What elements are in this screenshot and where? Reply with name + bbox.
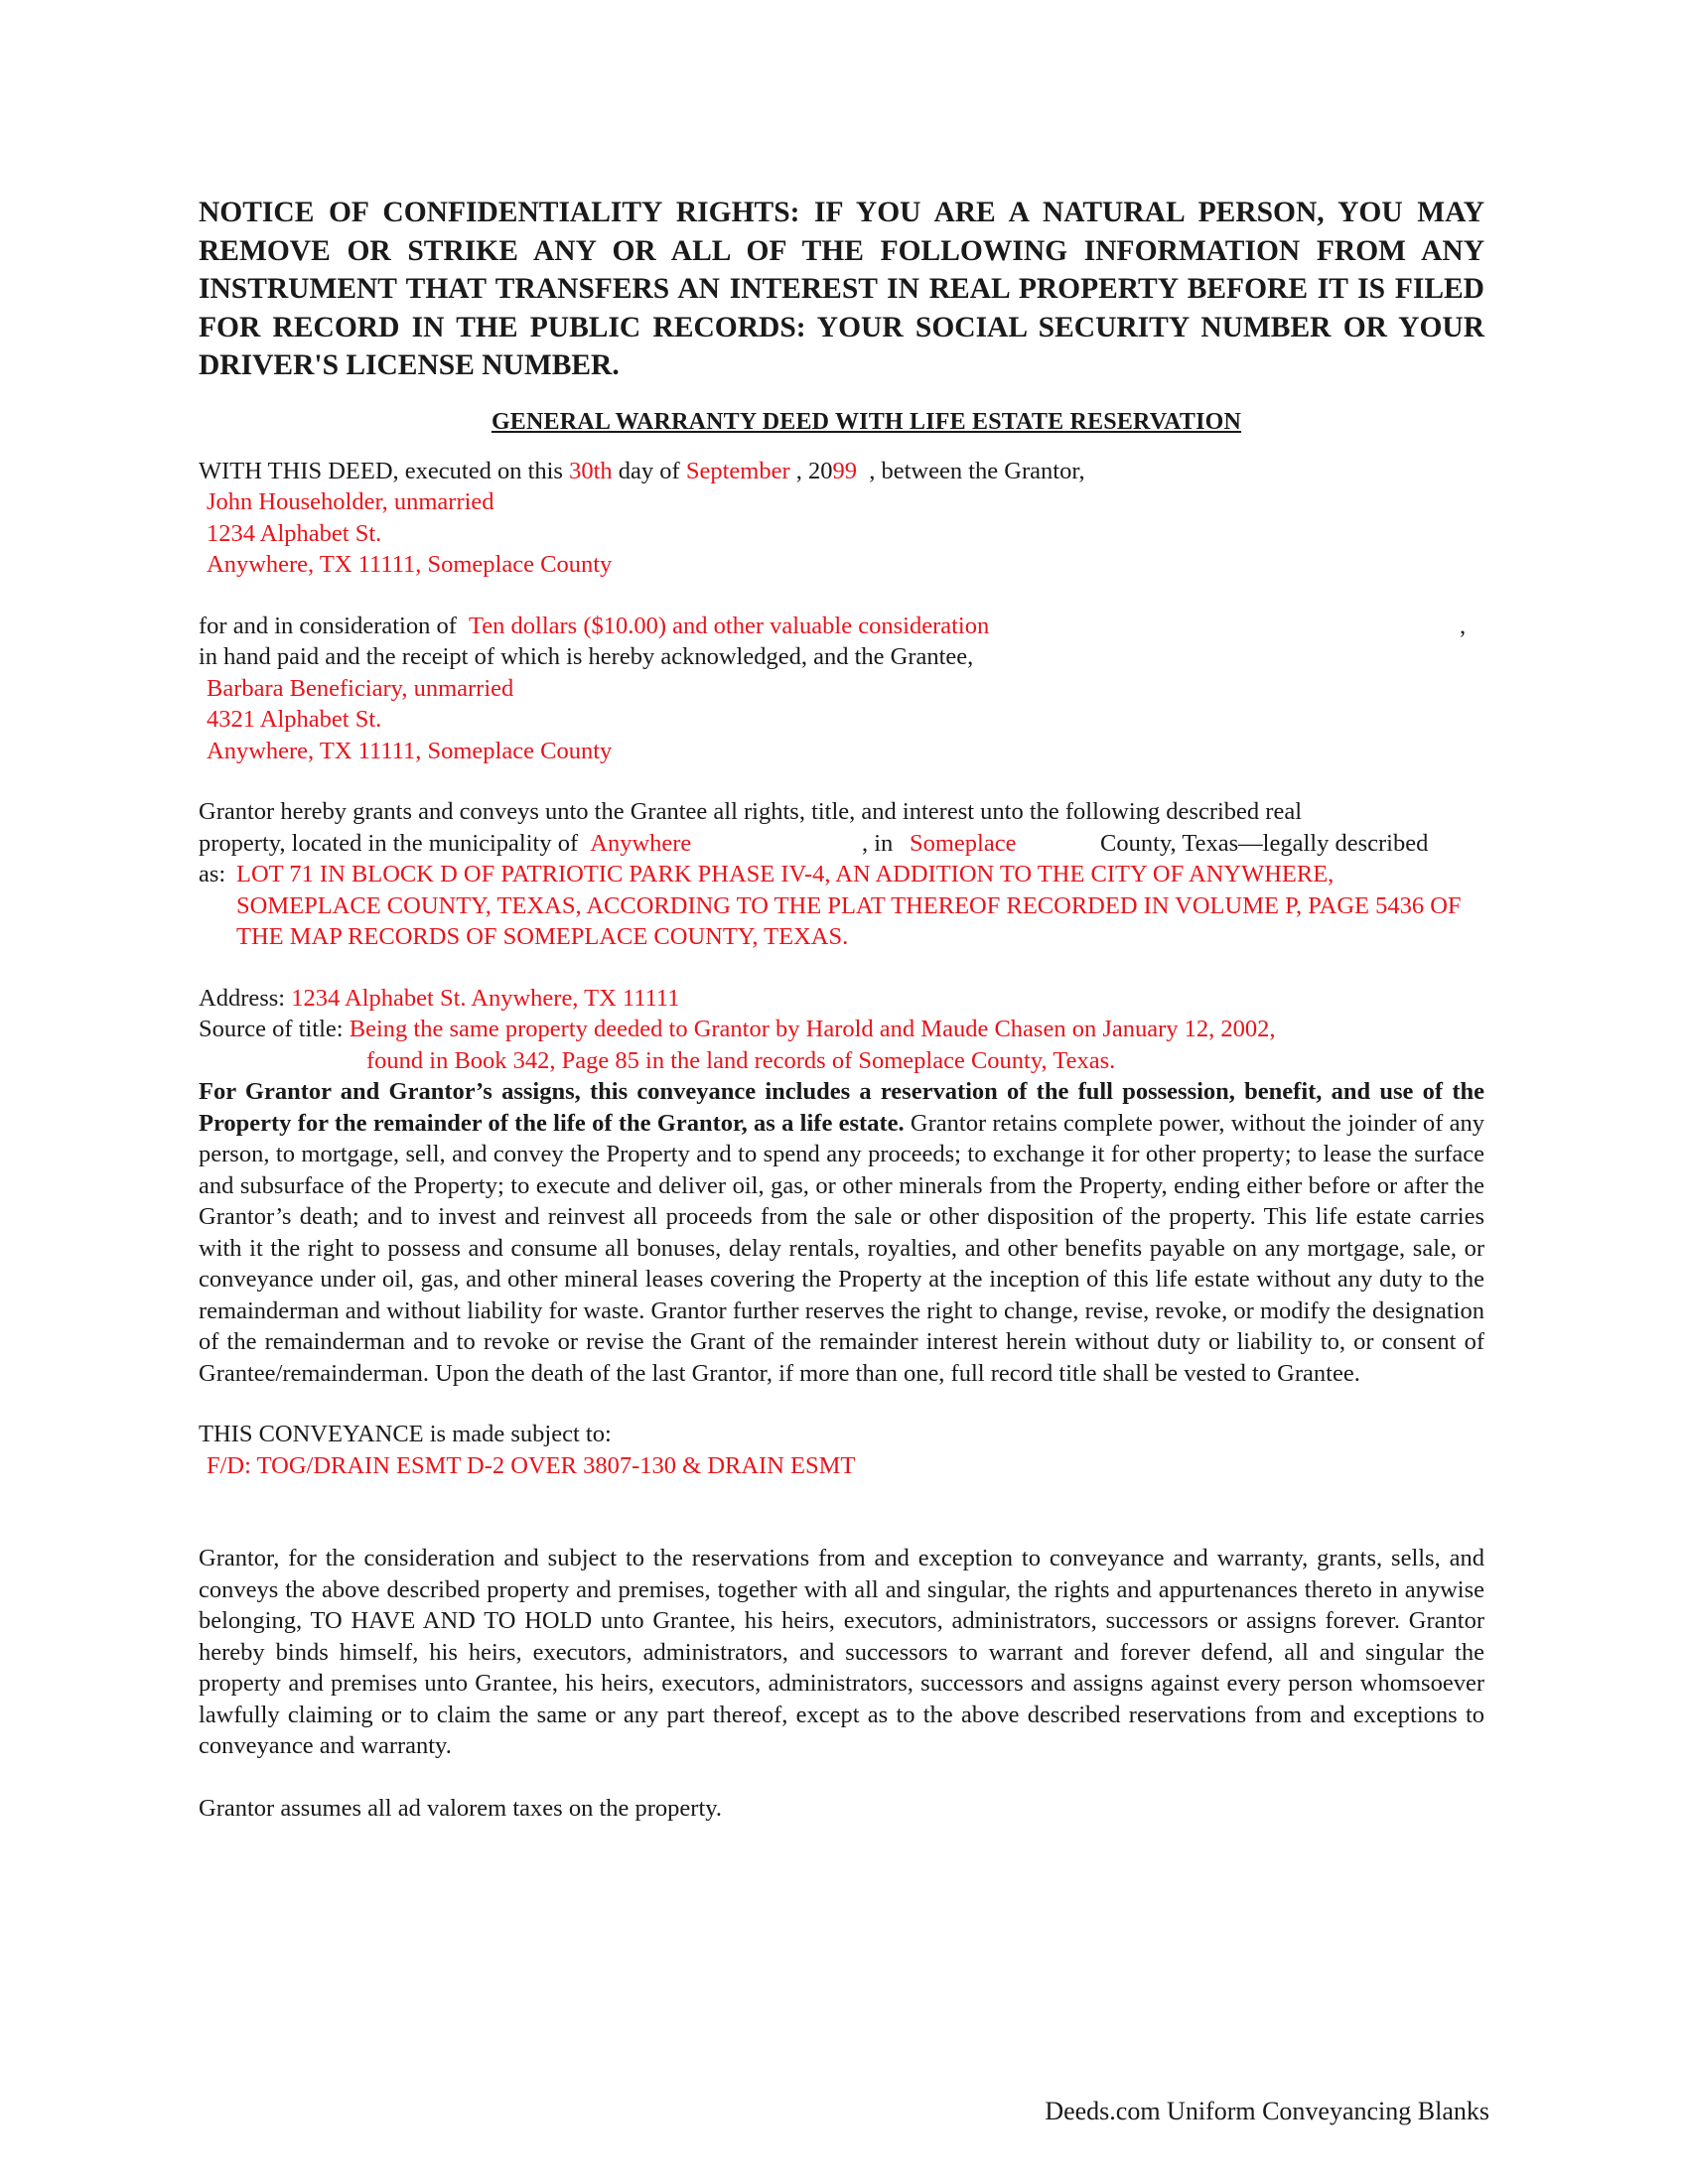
legal-as: as: bbox=[199, 861, 226, 887]
grantee-name: Barbara Beneficiary, unmarried bbox=[207, 674, 514, 702]
execution-day: 30th bbox=[569, 457, 613, 484]
execution-suffix: , between the Grantor, bbox=[869, 457, 1085, 484]
address-value: 1234 Alphabet St. Anywhere, TX 11111 bbox=[291, 984, 680, 1012]
grantor-street: 1234 Alphabet St. bbox=[207, 519, 382, 547]
execution-prefix: WITH THIS DEED, executed on this bbox=[199, 457, 563, 484]
grant-municipality-prefix: property, located in the municipality of bbox=[199, 829, 579, 857]
grant-municipality: Anywhere bbox=[590, 829, 692, 857]
grantor-name: John Householder, unmarried bbox=[207, 488, 494, 515]
consideration-value: Ten dollars ($10.00) and other valuable consideration bbox=[469, 612, 990, 639]
address-block bbox=[199, 983, 1484, 1077]
grant-county: Someplace bbox=[910, 829, 1017, 857]
subject-value: F/D: TOG/DRAIN ESMT D-2 OVER 3807-130 & DRAIN ESMT bbox=[207, 1451, 856, 1479]
footer-text: Deeds.com Uniform Conveyancing Blanks bbox=[1045, 2097, 1489, 2125]
warranty-paragraph: Grantor, for the consideration and subject to the reservations from and exception to conveyance and warranty, grants, sells, and conveys the above described property and premises, together with all and singular, the rights and appurtenances thereto in anywise belonging, TO HAVE AND TO HOLD unto Grantee, his heirs, executors, administrators, successors or assigns forever. Grantor hereby binds himself, his heirs, executors, administrators, and successors to warrant and forever defend, all and singular the property and premises unto Grantee, his heirs, executors, administrators, successors and assigns against every person whomsoever lawfully claiming or to claim the same or any part thereof, except as to the above described reservations from and exceptions to conveyance and warranty. bbox=[199, 1545, 1484, 1759]
execution-year: 99 bbox=[832, 457, 857, 484]
source-label: Source of title: bbox=[199, 1016, 344, 1042]
deed-body bbox=[199, 456, 1484, 1825]
consideration-line-2: in hand paid and the receipt of which is hereby acknowledged, and the Grantee, bbox=[199, 643, 974, 670]
grant-block bbox=[199, 796, 1484, 953]
grantee-street: 4321 Alphabet St. bbox=[207, 706, 382, 733]
deed-page bbox=[199, 194, 1484, 1824]
legal-description-text: LOT 71 IN BLOCK D OF PATRIOTIC PARK PHASE IV-4, AN ADDITION TO THE CITY OF ANYWHERE, SOMEPLACE COUNTY, TEXAS, ACCORDING TO THE PLAT THEREOF RECORDED IN VOLUME P, PAGE 5436 OF THE MAP RECORDS OF SOMEPLACE COUNTY, TEXAS. bbox=[236, 861, 1462, 950]
execution-year-prefix: , 20 bbox=[795, 457, 833, 484]
consideration-prefix: for and in consideration of bbox=[199, 612, 457, 639]
consideration-line bbox=[199, 611, 1484, 642]
grant-line-1: Grantor hereby grants and conveys unto the Grantee all rights, title, and interest unto the following described real bbox=[199, 798, 1303, 825]
address-label: Address: bbox=[199, 984, 286, 1012]
life-estate-bold: For Grantor and Grantor’s assigns, this conveyance includes a reservation of the full possession, benefit, and use of the Property for the remainder of the life of the Grantor, as a life estate. bbox=[199, 1078, 1484, 1137]
subject-block bbox=[199, 1419, 1484, 1481]
life-estate-paragraph bbox=[199, 1076, 1484, 1389]
grant-in: , in bbox=[862, 829, 894, 857]
execution-month: September bbox=[685, 457, 790, 484]
deed-title: GENERAL WARRANTY DEED WITH LIFE ESTATE RESERVATION bbox=[491, 408, 1242, 435]
address-line bbox=[199, 983, 1484, 1015]
consideration-comma: , bbox=[1460, 612, 1467, 639]
grant-line-2-suffix: County, Texas—legally described bbox=[1100, 829, 1429, 857]
consideration-block bbox=[199, 611, 1484, 673]
grantor-city: Anywhere, TX 11111, Someplace County bbox=[207, 551, 613, 578]
life-estate-text: Grantor retains complete power, without the joinder of any person, to mortgage, sell, and convey the Property and to spend any proceeds; to exchange it for other property; to lease the surface and subsurface of the Property; to execute and deliver oil, gas, or other minerals from the Property, ending either before or after the Grantor’s death; and to invest and reinvest all proceeds from the sale or other disposition of the property. This life estate carries with it the right to possess and consume all bonuses, delay rentals, royalties, and other benefits payable on any mortgage, sale, or conveyance under oil, gas, and other mineral leases covering the Property at the inception of this life estate without any duty to the remainderman and without liability for waste. Grantor further reserves the right to change, revise, revoke, or modify the designation of the remainderman and to revoke or revise the Grant of the remainder interest herein without duty or liability to, or consent of Grantee/remainderman. Upon the death of the last Grantor, if more than one, full record title shall be vested to Grantee. bbox=[199, 1109, 1484, 1387]
grantor-block bbox=[199, 486, 1484, 581]
source-line-1 bbox=[199, 1014, 1484, 1045]
source-value-2: found in Book 342, Page 85 in the land records of Someplace County, Texas. bbox=[366, 1046, 1116, 1074]
confidentiality-notice: NOTICE OF CONFIDENTIALITY RIGHTS: IF YOU ARE A NATURAL PERSON, YOU MAY REMOVE OR STRIKE ANY OR ALL OF THE FOLLOWING INFORMATION FROM ANY INSTRUMENT THAT TRANSFERS AN INTEREST IN REAL PROPERTY BEFORE IT IS FILED FOR RECORD IN THE PUBLIC RECORDS: YOUR SOCIAL SECURITY NUMBER OR YOUR DRIVER'S LICENSE NUMBER. bbox=[199, 197, 1484, 381]
execution-day-of: day of bbox=[618, 457, 680, 484]
grantee-city: Anywhere, TX 11111, Someplace County bbox=[207, 737, 613, 764]
source-value-1: Being the same property deeded to Grantor by Harold and Maude Chasen on January 12, 2002, bbox=[349, 1016, 1276, 1042]
grantee-block bbox=[199, 673, 1484, 767]
legal-description bbox=[199, 859, 1484, 953]
taxes-paragraph: Grantor assumes all ad valorem taxes on the property. bbox=[199, 1794, 723, 1822]
execution-line bbox=[199, 456, 1484, 487]
subject-label: THIS CONVEYANCE is made subject to: bbox=[199, 1421, 612, 1447]
grant-line-2 bbox=[199, 828, 1484, 860]
